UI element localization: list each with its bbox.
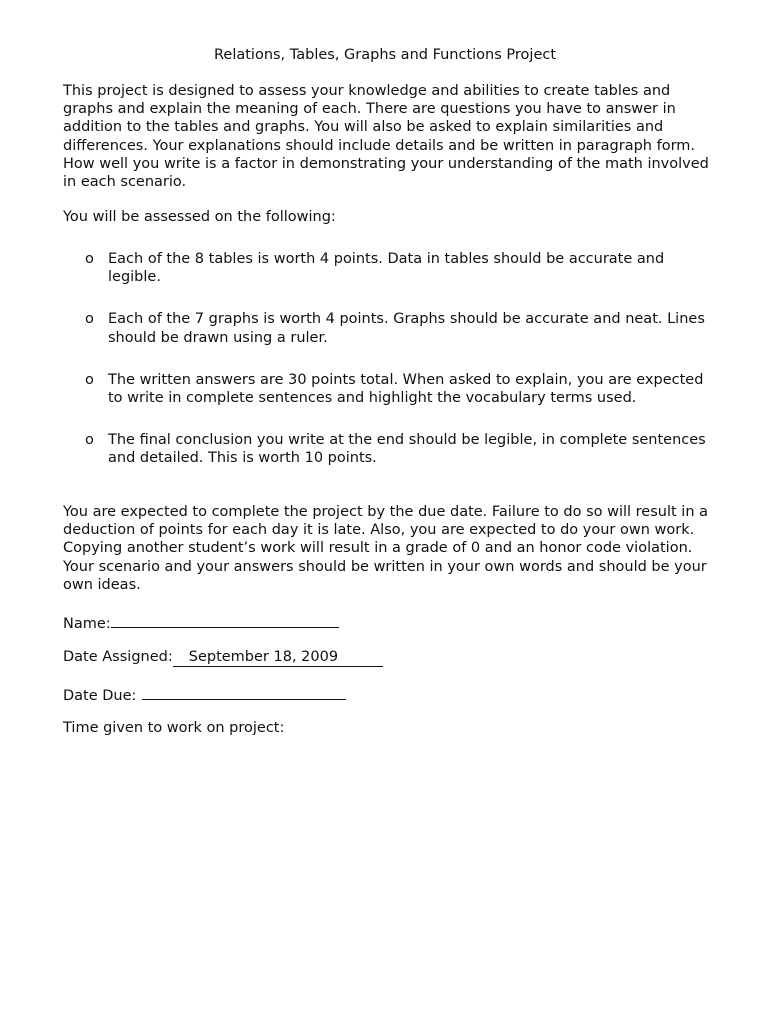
- assessment-item-written-answers: [63, 371, 713, 407]
- bullet-circle-icon: o: [85, 251, 94, 267]
- assessment-item-text: The final conclusion you write at the end should be legible, in complete sentences and detailed. This is worth 10 points.: [108, 432, 706, 467]
- date-due-field: [63, 684, 346, 705]
- assessment-list: [63, 250, 713, 468]
- date-due-label: Date Due:: [63, 688, 137, 704]
- assessment-item-tables: [63, 250, 713, 286]
- closing-paragraph: You are expected to complete the project by the due date. Failure to do so will result in a deduction of points for each day it is late. Also, you are expected to do your own work. Copying another student’s work will result in a grade of 0 and an honor code violation. Your scenario and your answers should be written in your own words and should be your own ideas.: [63, 504, 709, 593]
- bullet-circle-icon: o: [85, 371, 94, 388]
- date-due-blank[interactable]: [142, 684, 346, 700]
- assessment-item-graphs: [63, 310, 713, 346]
- date-assigned-value[interactable]: September 18, 2009: [173, 648, 383, 667]
- name-blank[interactable]: [111, 612, 339, 628]
- name-field: [63, 612, 339, 633]
- assessment-item-conclusion: [63, 431, 713, 467]
- assessment-item-text: Each of the 7 graphs is worth 4 points. Graphs should be accurate and neat. Lines should be drawn using a ruler.: [108, 311, 705, 346]
- date-assigned-field: [63, 648, 383, 667]
- bullet-circle-icon: o: [85, 311, 94, 328]
- time-given-label: Time given to work on project:: [63, 720, 285, 736]
- assessment-item-text: Each of the 8 tables is worth 4 points. Data in tables should be accurate and legible.: [108, 251, 665, 286]
- intro-paragraph: This project is designed to assess your knowledge and abilities to create tables and graphs and explain the meaning of each. There are questions you have to answer in addition to the tables and graphs. You will also be asked to explain similarities and differences. Your explanations should include details and be written in paragraph form. How well you write is a factor in demonstrating your understanding of the math involved in each scenario.: [63, 83, 709, 191]
- bullet-circle-icon: o: [85, 432, 94, 449]
- time-given-field: [63, 719, 284, 737]
- name-label: Name:: [63, 616, 111, 632]
- date-assigned-label: Date Assigned:: [63, 649, 173, 665]
- assessment-heading: You will be assessed on the following:: [63, 209, 336, 225]
- assessment-item-text: The written answers are 30 points total. When asked to explain, you are expected to write in complete sentences and highlight the vocabulary terms used.: [108, 371, 704, 407]
- document-title: Relations, Tables, Graphs and Functions Project: [213, 47, 557, 63]
